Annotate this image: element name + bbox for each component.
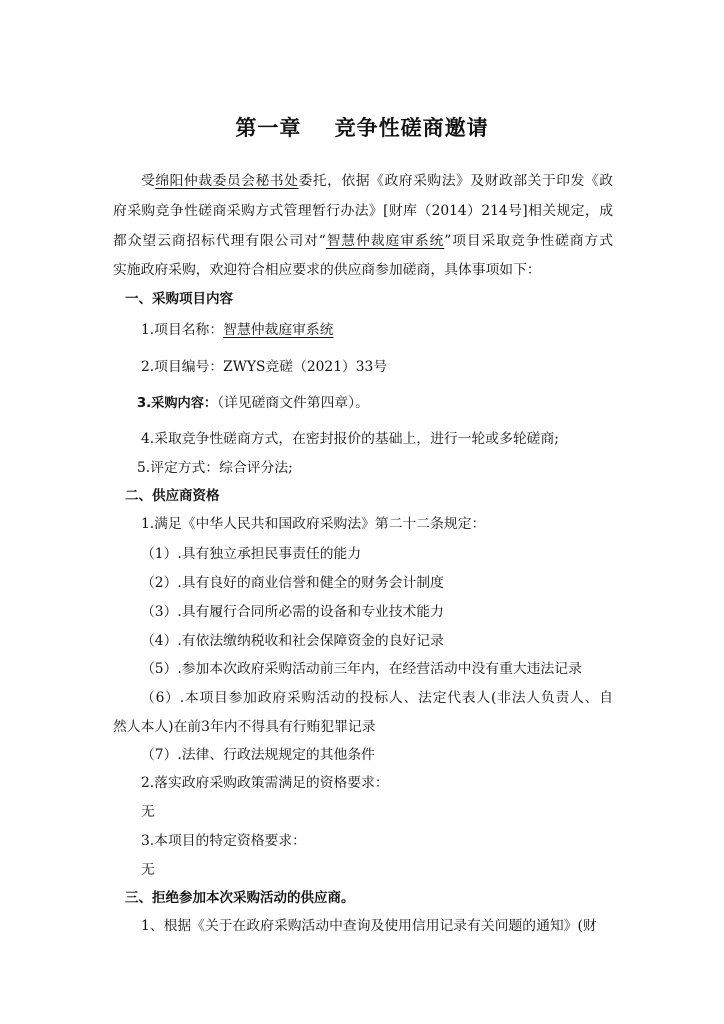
req-1-sub-1: （1）.具有独立承担民事责任的能力 — [141, 546, 362, 562]
section3-item-1: 1、根据《关于在政府采购活动中查询及使用信用记录有关问题的通知》(财 — [141, 918, 597, 934]
intro-line-1 — [141, 172, 613, 190]
item-project-name — [141, 321, 334, 339]
item-procurement-content — [137, 394, 369, 413]
req-1-sub-4: （4）.有依法缴纳税收和社会保障资金的良好记录 — [141, 633, 444, 649]
req-1-sub-6-line-2: 然人本人)在前3年内不得具有行贿犯罪记录 — [113, 719, 376, 735]
item-project-number: 2.项目编号：ZWYS竞磋（2021）33号 — [141, 359, 388, 375]
req-3-value: 无 — [141, 862, 155, 878]
intro-line-3 — [113, 232, 613, 250]
section3-heading: 三、拒绝参加本次采购活动的供应商。 — [125, 890, 355, 906]
intro-text: 委托，依据《政府采购法》及财政部关于印发《政 — [298, 173, 614, 189]
req-2-value: 无 — [141, 804, 155, 820]
item-evaluation: 5.评定方式：综合评分法; — [137, 460, 293, 476]
section2-heading: 二、供应商资格 — [125, 488, 220, 504]
project-name: 智慧仲裁庭审系统 — [325, 233, 445, 249]
item-value: （详见磋商文件第四章）。 — [217, 395, 369, 411]
req-1-sub-6-line-1: （6）.本项目参加政府采购活动的投标人、法定代表人(非法人负责人、自 — [141, 690, 613, 706]
section1-heading: 一、采购项目内容 — [125, 291, 233, 307]
item-label: 3.采购内容： — [137, 396, 218, 411]
req-3: 3.本项目的特定资格要求： — [141, 833, 306, 849]
req-2: 2.落实政府采购政策需满足的资格要求： — [141, 775, 389, 791]
req-1-sub-5: （5）.参加本次政府采购活动前三年内，在经营活动中没有重大违法记录 — [141, 661, 582, 677]
intro-line-4: 实施政府采购，欢迎符合相应要求的供应商参加磋商，具体事项如下： — [113, 262, 541, 278]
item-label: 1.项目名称： — [141, 322, 224, 338]
req-1-sub-7: （7）.法律、行政法规规定的其他条件 — [141, 747, 375, 763]
intro-text: ”项目采取竞争性磋商方式 — [444, 233, 613, 249]
chapter-title: 第一章 竞争性磋商邀请 — [235, 116, 489, 140]
intro-text: 都众望云商招标代理有限公司对“ — [113, 233, 326, 249]
intro-line-2: 府采购竞争性磋商采购方式管理暂行办法》[财库（2014）214号]相关规定，成 — [113, 203, 613, 219]
req-1-sub-3: （3）.具有履行合同所必需的设备和专业技术能力 — [141, 604, 444, 620]
req-1: 1.满足《中华人民共和国政府采购法》第二十二条规定： — [141, 516, 486, 532]
intro-text: 受 — [141, 173, 156, 189]
item-value: 智慧仲裁庭审系统 — [223, 322, 334, 338]
item-method: 4.采取竞争性磋商方式，在密封报价的基础上，进行一轮或多轮磋商; — [141, 431, 559, 447]
agency-name: 绵阳仲裁委员会秘书处 — [155, 173, 299, 189]
req-1-sub-2: （2）.具有良好的商业信誉和健全的财务会计制度 — [141, 575, 444, 591]
